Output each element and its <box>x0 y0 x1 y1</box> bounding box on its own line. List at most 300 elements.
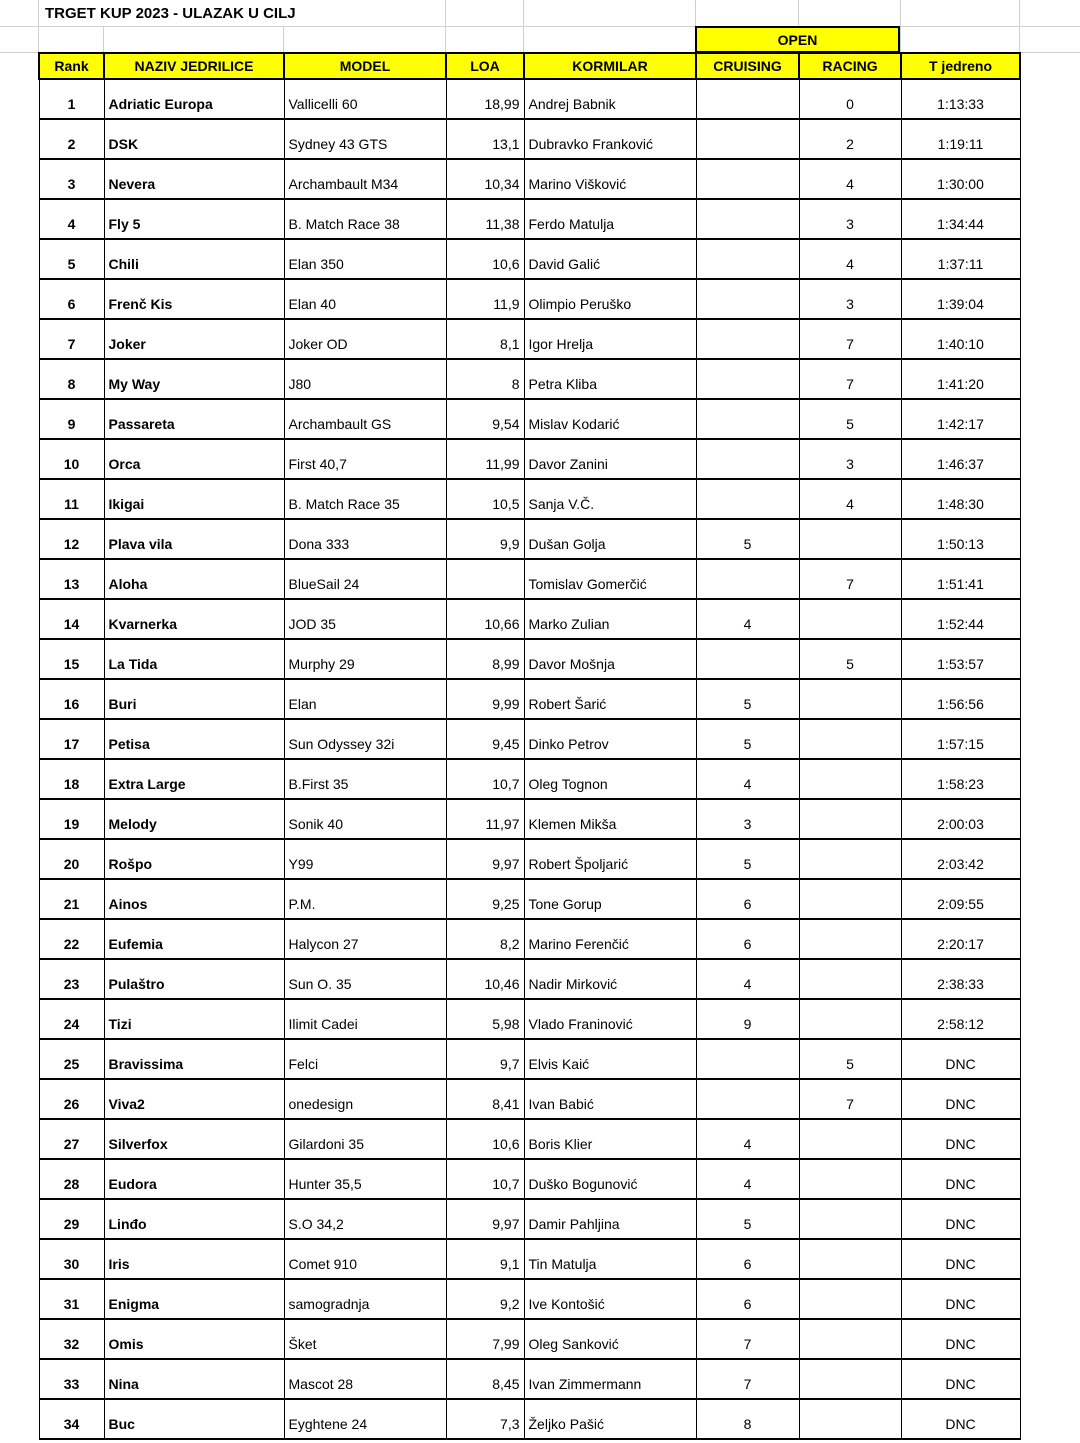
cell-boat-name: Aloha <box>104 559 284 599</box>
cell-model: Murphy 29 <box>284 639 446 679</box>
cell-rank: 3 <box>39 159 104 199</box>
cell-rank: 34 <box>39 1399 104 1439</box>
cell-time: 1:39:04 <box>901 279 1020 319</box>
table-row <box>39 559 1020 599</box>
cell-time: 1:56:56 <box>901 679 1020 719</box>
cell-rank: 24 <box>39 999 104 1039</box>
cell-loa: 5,98 <box>446 999 524 1039</box>
table-row <box>39 119 1020 159</box>
cell-boat-name: DSK <box>104 119 284 159</box>
cell-rank: 20 <box>39 839 104 879</box>
table-row <box>39 79 1020 119</box>
cell-rank: 12 <box>39 519 104 559</box>
cell-rank: 2 <box>39 119 104 159</box>
cell-rank: 13 <box>39 559 104 599</box>
cell-kormilar: Duško Bogunović <box>524 1159 696 1199</box>
cell-model: Ilimit Cadei <box>284 999 446 1039</box>
cell-kormilar: Elvis Kaić <box>524 1039 696 1079</box>
cell-kormilar: Tone Gorup <box>524 879 696 919</box>
cell-boat-name: Melody <box>104 799 284 839</box>
cell-loa: 10,7 <box>446 1159 524 1199</box>
cell-cruising <box>696 319 799 359</box>
cell-model: Joker OD <box>284 319 446 359</box>
cell-cruising: 5 <box>696 719 799 759</box>
cell-racing: 4 <box>799 159 901 199</box>
cell-kormilar: Damir Pahljina <box>524 1199 696 1239</box>
cell-rank: 31 <box>39 1279 104 1319</box>
cell-cruising <box>696 279 799 319</box>
cell-cruising <box>696 479 799 519</box>
cell-kormilar: Oleg Sanković <box>524 1319 696 1359</box>
cell-model: Elan <box>284 679 446 719</box>
cell-kormilar: Boris Klier <box>524 1119 696 1159</box>
cell-racing: 0 <box>799 79 901 119</box>
cell-model: Šket <box>284 1319 446 1359</box>
open-group-header: OPEN <box>695 26 900 53</box>
table-row <box>39 919 1020 959</box>
cell-racing <box>799 1279 901 1319</box>
cell-time: 1:57:15 <box>901 719 1020 759</box>
cell-rank: 23 <box>39 959 104 999</box>
header-row <box>39 53 1020 79</box>
cell-kormilar: Željko Pašić <box>524 1399 696 1439</box>
cell-time: DNC <box>901 1239 1020 1279</box>
cell-boat-name: Eudora <box>104 1159 284 1199</box>
cell-loa: 11,38 <box>446 199 524 239</box>
cell-racing: 7 <box>799 319 901 359</box>
table-row <box>39 1159 1020 1199</box>
cell-boat-name: La Tida <box>104 639 284 679</box>
cell-rank: 6 <box>39 279 104 319</box>
cell-loa: 18,99 <box>446 79 524 119</box>
cell-loa: 8,41 <box>446 1079 524 1119</box>
cell-cruising: 5 <box>696 839 799 879</box>
table-row <box>39 239 1020 279</box>
cell-kormilar: Oleg Tognon <box>524 759 696 799</box>
cell-model: B.First 35 <box>284 759 446 799</box>
results-table <box>38 52 1021 1440</box>
cell-rank: 16 <box>39 679 104 719</box>
cell-model: JOD 35 <box>284 599 446 639</box>
cell-rank: 22 <box>39 919 104 959</box>
table-row <box>39 359 1020 399</box>
cell-racing: 7 <box>799 359 901 399</box>
table-row <box>39 1039 1020 1079</box>
cell-model: Comet 910 <box>284 1239 446 1279</box>
cell-loa: 9,54 <box>446 399 524 439</box>
cell-model: J80 <box>284 359 446 399</box>
cell-racing: 7 <box>799 1079 901 1119</box>
cell-time: 1:30:00 <box>901 159 1020 199</box>
table-row <box>39 639 1020 679</box>
cell-kormilar: Ferdo Matulja <box>524 199 696 239</box>
gridline <box>798 0 799 26</box>
cell-model: S.O 34,2 <box>284 1199 446 1239</box>
cell-boat-name: Iris <box>104 1239 284 1279</box>
cell-model: Archambault M34 <box>284 159 446 199</box>
cell-loa: 10,66 <box>446 599 524 639</box>
cell-model: Y99 <box>284 839 446 879</box>
cell-kormilar: Robert Špoljarić <box>524 839 696 879</box>
cell-kormilar: Ivan Babić <box>524 1079 696 1119</box>
cell-boat-name: Rošpo <box>104 839 284 879</box>
cell-cruising: 5 <box>696 519 799 559</box>
cell-time: 1:42:17 <box>901 399 1020 439</box>
cell-time: DNC <box>901 1199 1020 1239</box>
cell-loa: 10,5 <box>446 479 524 519</box>
cell-loa: 9,45 <box>446 719 524 759</box>
cell-rank: 14 <box>39 599 104 639</box>
cell-time: 1:52:44 <box>901 599 1020 639</box>
cell-cruising: 8 <box>696 1399 799 1439</box>
cell-cruising: 4 <box>696 1159 799 1199</box>
cell-racing: 3 <box>799 439 901 479</box>
cell-loa: 8,2 <box>446 919 524 959</box>
cell-boat-name: Omis <box>104 1319 284 1359</box>
cell-racing <box>799 1319 901 1359</box>
cell-model: Sun O. 35 <box>284 959 446 999</box>
cell-racing: 5 <box>799 399 901 439</box>
cell-kormilar: Petra Kliba <box>524 359 696 399</box>
cell-kormilar: Marino Ferenčić <box>524 919 696 959</box>
cell-racing <box>799 519 901 559</box>
table-row <box>39 1359 1020 1399</box>
column-header-name: NAZIV JEDRILICE <box>104 53 284 79</box>
cell-racing <box>799 999 901 1039</box>
cell-loa: 10,7 <box>446 759 524 799</box>
cell-racing: 2 <box>799 119 901 159</box>
cell-racing: 3 <box>799 199 901 239</box>
cell-boat-name: Silverfox <box>104 1119 284 1159</box>
gridline <box>103 26 104 52</box>
table-row <box>39 439 1020 479</box>
cell-time: DNC <box>901 1399 1020 1439</box>
cell-time: 1:41:20 <box>901 359 1020 399</box>
table-row <box>39 199 1020 239</box>
cell-loa: 7,3 <box>446 1399 524 1439</box>
cell-racing <box>799 1199 901 1239</box>
cell-loa: 8,1 <box>446 319 524 359</box>
cell-racing <box>799 599 901 639</box>
cell-loa: 11,97 <box>446 799 524 839</box>
table-row <box>39 799 1020 839</box>
cell-racing: 3 <box>799 279 901 319</box>
cell-boat-name: Adriatic Europa <box>104 79 284 119</box>
cell-rank: 17 <box>39 719 104 759</box>
cell-time: DNC <box>901 1159 1020 1199</box>
cell-boat-name: Passareta <box>104 399 284 439</box>
cell-racing <box>799 759 901 799</box>
cell-racing <box>799 1399 901 1439</box>
cell-loa: 9,25 <box>446 879 524 919</box>
cell-boat-name: Viva2 <box>104 1079 284 1119</box>
cell-kormilar: Dinko Petrov <box>524 719 696 759</box>
cell-loa: 7,99 <box>446 1319 524 1359</box>
cell-model: Halycon 27 <box>284 919 446 959</box>
cell-boat-name: Joker <box>104 319 284 359</box>
cell-racing: 5 <box>799 1039 901 1079</box>
cell-loa: 10,34 <box>446 159 524 199</box>
cell-kormilar: Tin Matulja <box>524 1239 696 1279</box>
cell-rank: 28 <box>39 1159 104 1199</box>
table-row <box>39 1119 1020 1159</box>
gridline <box>695 0 696 26</box>
cell-kormilar: Igor Hrelja <box>524 319 696 359</box>
cell-boat-name: Tizi <box>104 999 284 1039</box>
cell-cruising: 4 <box>696 1119 799 1159</box>
cell-time: 2:03:42 <box>901 839 1020 879</box>
cell-rank: 27 <box>39 1119 104 1159</box>
cell-cruising: 4 <box>696 599 799 639</box>
cell-boat-name: Pulaštro <box>104 959 284 999</box>
cell-model: Sonik 40 <box>284 799 446 839</box>
cell-time: 1:50:13 <box>901 519 1020 559</box>
cell-cruising: 7 <box>696 1319 799 1359</box>
cell-racing <box>799 839 901 879</box>
cell-boat-name: Buri <box>104 679 284 719</box>
cell-rank: 18 <box>39 759 104 799</box>
cell-rank: 19 <box>39 799 104 839</box>
cell-cruising: 6 <box>696 1279 799 1319</box>
cell-time: 2:09:55 <box>901 879 1020 919</box>
cell-kormilar: Nadir Mirković <box>524 959 696 999</box>
cell-model: B. Match Race 38 <box>284 199 446 239</box>
cell-cruising: 7 <box>696 1359 799 1399</box>
cell-loa: 10,46 <box>446 959 524 999</box>
cell-racing <box>799 879 901 919</box>
cell-model: Dona 333 <box>284 519 446 559</box>
cell-rank: 26 <box>39 1079 104 1119</box>
cell-time: 1:13:33 <box>901 79 1020 119</box>
cell-kormilar: Vlado Franinović <box>524 999 696 1039</box>
cell-model: B. Match Race 35 <box>284 479 446 519</box>
column-header-rank: Rank <box>39 53 104 79</box>
cell-loa: 9,97 <box>446 1199 524 1239</box>
cell-boat-name: Orca <box>104 439 284 479</box>
cell-racing <box>799 1359 901 1399</box>
cell-boat-name: Enigma <box>104 1279 284 1319</box>
cell-kormilar: Dušan Golja <box>524 519 696 559</box>
cell-time: 1:58:23 <box>901 759 1020 799</box>
cell-boat-name: Fly 5 <box>104 199 284 239</box>
table-row <box>39 759 1020 799</box>
cell-cruising <box>696 159 799 199</box>
cell-loa: 9,97 <box>446 839 524 879</box>
cell-cruising: 6 <box>696 879 799 919</box>
cell-kormilar: Mislav Kodarić <box>524 399 696 439</box>
cell-model: Sydney 43 GTS <box>284 119 446 159</box>
cell-cruising: 3 <box>696 799 799 839</box>
cell-rank: 8 <box>39 359 104 399</box>
cell-rank: 15 <box>39 639 104 679</box>
cell-cruising: 6 <box>696 1239 799 1279</box>
cell-cruising <box>696 439 799 479</box>
cell-model: BlueSail 24 <box>284 559 446 599</box>
cell-cruising <box>696 1079 799 1119</box>
cell-rank: 7 <box>39 319 104 359</box>
table-row <box>39 719 1020 759</box>
cell-boat-name: Petisa <box>104 719 284 759</box>
cell-model: Vallicelli 60 <box>284 79 446 119</box>
cell-loa: 11,99 <box>446 439 524 479</box>
cell-boat-name: Buc <box>104 1399 284 1439</box>
cell-kormilar: Ive Kontošić <box>524 1279 696 1319</box>
cell-time: DNC <box>901 1079 1020 1119</box>
cell-time: DNC <box>901 1359 1020 1399</box>
table-row <box>39 879 1020 919</box>
cell-rank: 29 <box>39 1199 104 1239</box>
cell-kormilar: Olimpio Peruško <box>524 279 696 319</box>
column-header-cruising: CRUISING <box>696 53 799 79</box>
gridline <box>0 26 1080 27</box>
cell-cruising <box>696 199 799 239</box>
cell-rank: 25 <box>39 1039 104 1079</box>
column-header-loa: LOA <box>446 53 524 79</box>
cell-kormilar: Ivan Zimmermann <box>524 1359 696 1399</box>
cell-time: 1:53:57 <box>901 639 1020 679</box>
cell-kormilar: Klemen Mikša <box>524 799 696 839</box>
cell-cruising <box>696 119 799 159</box>
cell-model: Elan 350 <box>284 239 446 279</box>
cell-kormilar: David Galić <box>524 239 696 279</box>
table-row <box>39 679 1020 719</box>
cell-loa: 10,6 <box>446 239 524 279</box>
cell-boat-name: Ikigai <box>104 479 284 519</box>
table-row <box>39 1199 1020 1239</box>
cell-boat-name: Frenč Kis <box>104 279 284 319</box>
cell-cruising: 9 <box>696 999 799 1039</box>
cell-racing: 5 <box>799 639 901 679</box>
cell-loa: 8 <box>446 359 524 399</box>
cell-rank: 32 <box>39 1319 104 1359</box>
table-row <box>39 1079 1020 1119</box>
cell-time: DNC <box>901 1039 1020 1079</box>
cell-racing <box>799 919 901 959</box>
cell-loa: 13,1 <box>446 119 524 159</box>
column-header-racing: RACING <box>799 53 901 79</box>
table-row <box>39 319 1020 359</box>
cell-time: 1:46:37 <box>901 439 1020 479</box>
cell-loa: 9,7 <box>446 1039 524 1079</box>
column-header-model: MODEL <box>284 53 446 79</box>
cell-cruising: 5 <box>696 679 799 719</box>
cell-model: Archambault GS <box>284 399 446 439</box>
cell-loa: 8,45 <box>446 1359 524 1399</box>
cell-time: DNC <box>901 1319 1020 1359</box>
cell-rank: 21 <box>39 879 104 919</box>
table-row <box>39 1399 1020 1439</box>
cell-kormilar: Dubravko Franković <box>524 119 696 159</box>
cell-boat-name: Chili <box>104 239 284 279</box>
cell-time: 1:34:44 <box>901 199 1020 239</box>
cell-model: Gilardoni 35 <box>284 1119 446 1159</box>
cell-rank: 4 <box>39 199 104 239</box>
table-row <box>39 839 1020 879</box>
cell-racing: 4 <box>799 479 901 519</box>
cell-cruising: 6 <box>696 919 799 959</box>
cell-loa: 10,6 <box>446 1119 524 1159</box>
cell-time: 2:20:17 <box>901 919 1020 959</box>
cell-time: 1:19:11 <box>901 119 1020 159</box>
cell-racing <box>799 1159 901 1199</box>
cell-loa: 9,2 <box>446 1279 524 1319</box>
cell-rank: 30 <box>39 1239 104 1279</box>
cell-cruising: 4 <box>696 959 799 999</box>
cell-rank: 10 <box>39 439 104 479</box>
cell-cruising <box>696 1039 799 1079</box>
cell-racing <box>799 719 901 759</box>
cell-rank: 9 <box>39 399 104 439</box>
cell-time: DNC <box>901 1279 1020 1319</box>
cell-cruising: 5 <box>696 1199 799 1239</box>
cell-model: Hunter 35,5 <box>284 1159 446 1199</box>
cell-model: First 40,7 <box>284 439 446 479</box>
cell-model: Sun Odyssey 32i <box>284 719 446 759</box>
cell-cruising <box>696 239 799 279</box>
cell-boat-name: Bravissima <box>104 1039 284 1079</box>
cell-time: 2:00:03 <box>901 799 1020 839</box>
cell-loa: 9,9 <box>446 519 524 559</box>
cell-model: Felci <box>284 1039 446 1079</box>
cell-cruising <box>696 399 799 439</box>
table-row <box>39 959 1020 999</box>
gridline <box>283 26 284 52</box>
table-row <box>39 1279 1020 1319</box>
cell-time: 1:37:11 <box>901 239 1020 279</box>
cell-time: 1:40:10 <box>901 319 1020 359</box>
cell-kormilar: Davor Mošnja <box>524 639 696 679</box>
page-title: TRGET KUP 2023 - ULAZAK U CILJ <box>45 5 296 22</box>
cell-racing <box>799 1239 901 1279</box>
cell-racing <box>799 679 901 719</box>
table-row <box>39 399 1020 439</box>
cell-boat-name: Ainos <box>104 879 284 919</box>
cell-cruising <box>696 359 799 399</box>
cell-boat-name: Linđo <box>104 1199 284 1239</box>
cell-racing <box>799 959 901 999</box>
cell-loa <box>446 559 524 599</box>
table-row <box>39 599 1020 639</box>
cell-cruising: 4 <box>696 759 799 799</box>
cell-cruising <box>696 79 799 119</box>
cell-rank: 11 <box>39 479 104 519</box>
cell-cruising <box>696 559 799 599</box>
cell-cruising <box>696 639 799 679</box>
cell-loa: 9,99 <box>446 679 524 719</box>
cell-boat-name: Eufemia <box>104 919 284 959</box>
cell-boat-name: Plava vila <box>104 519 284 559</box>
cell-loa: 11,9 <box>446 279 524 319</box>
cell-racing <box>799 1119 901 1159</box>
cell-kormilar: Marko Zulian <box>524 599 696 639</box>
cell-boat-name: Extra Large <box>104 759 284 799</box>
table-row <box>39 479 1020 519</box>
cell-kormilar: Andrej Babnik <box>524 79 696 119</box>
cell-time: 2:58:12 <box>901 999 1020 1039</box>
cell-kormilar: Marino Višković <box>524 159 696 199</box>
table-row <box>39 1239 1020 1279</box>
cell-time: 1:51:41 <box>901 559 1020 599</box>
column-header-kormilar: KORMILAR <box>524 53 696 79</box>
cell-boat-name: Nevera <box>104 159 284 199</box>
cell-loa: 9,1 <box>446 1239 524 1279</box>
cell-boat-name: Kvarnerka <box>104 599 284 639</box>
cell-model: Mascot 28 <box>284 1359 446 1399</box>
cell-rank: 33 <box>39 1359 104 1399</box>
cell-kormilar: Robert Šarić <box>524 679 696 719</box>
cell-racing: 7 <box>799 559 901 599</box>
cell-model: onedesign <box>284 1079 446 1119</box>
